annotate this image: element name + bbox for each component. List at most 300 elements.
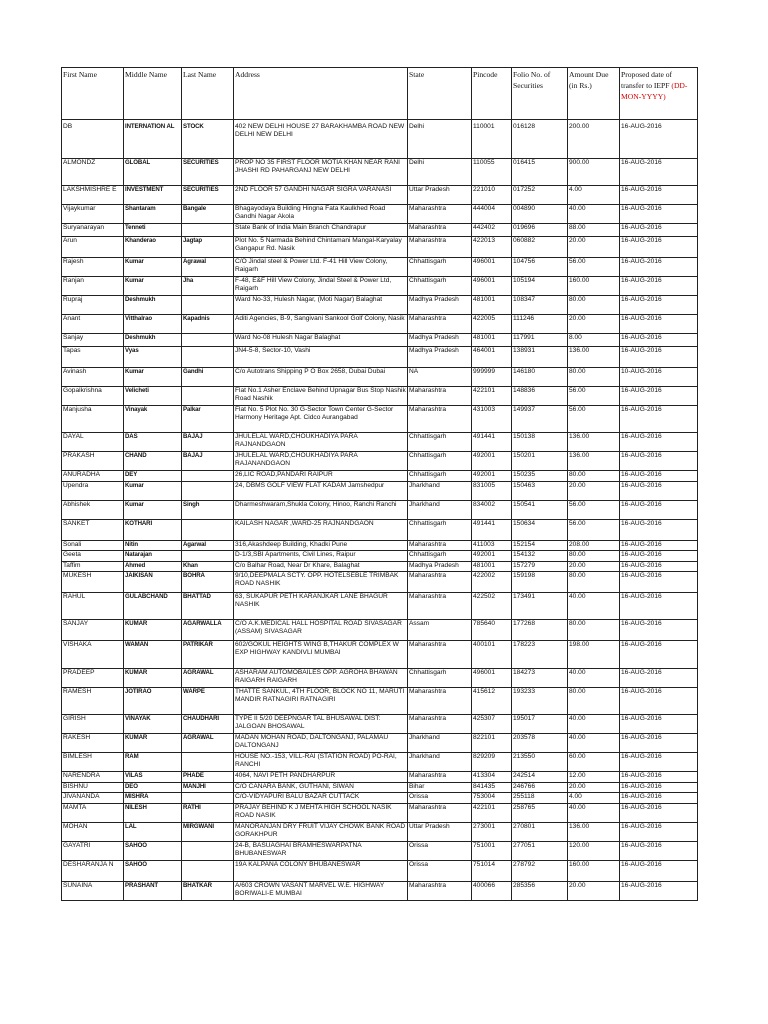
table-row [62,772,698,783]
table-row [62,159,698,186]
cell-last-name [182,334,234,347]
cell-proposed-date: 16-AUG-2016 [620,620,698,641]
cell-first-name: Gopalkrishna [62,387,124,406]
table-row [62,406,698,433]
cell-state: Maharashtra [408,641,472,669]
cell-pincode: 751001 [472,841,512,860]
cell-pincode: 422502 [472,593,512,620]
cell-middle-name: Natarajan [124,551,182,562]
cell-amount: 80.00 [568,551,620,562]
cell-proposed-date: 10-AUG-2016 [620,368,698,387]
cell-address: MADAN MOHAN ROAD, DALTONGANJ, PALAMAU DALTONGANJ [234,734,408,753]
cell-amount: 136.00 [568,433,620,452]
cell-middle-name: Khanderao [124,237,182,258]
cell-proposed-date: 16-AUG-2016 [620,540,698,551]
cell-first-name: Rajesh [62,258,124,277]
cell-address: Flat No.1 Asher Enclave Behind Upnagar Bus Stop Nashik Road Nashik [234,387,408,406]
cell-pincode: 273001 [472,822,512,841]
cell-pincode: 496001 [472,258,512,277]
cell-first-name: VISHAKA [62,641,124,669]
cell-folio: 019696 [512,224,568,237]
cell-state: Chhattisgarh [408,471,472,482]
cell-proposed-date: 16-AUG-2016 [620,258,698,277]
iepf-unclaimed-table [61,67,698,901]
cell-amount: 40.00 [568,669,620,688]
cell-proposed-date: 16-AUG-2016 [620,641,698,669]
header-proposed-date [620,68,698,120]
header-amount: Amount Due (in Rs.) [568,68,620,120]
cell-first-name: Vijaykumar [62,205,124,224]
cell-folio: 178223 [512,641,568,669]
cell-state: Chhattisgarh [408,258,472,277]
table-row [62,860,698,881]
cell-proposed-date: 16-AUG-2016 [620,669,698,688]
cell-first-name: LAKSHMISHRE E [62,186,124,205]
cell-first-name: Abhishek [62,500,124,519]
cell-middle-name: VILAS [124,772,182,783]
cell-state: Bihar [408,782,472,793]
cell-last-name: Agrawal [182,258,234,277]
cell-state: Maharashtra [408,387,472,406]
cell-first-name: NARENDRA [62,772,124,783]
cell-last-name [182,471,234,482]
cell-state: Jharkhand [408,481,472,500]
header-middle-name: Middle Name [124,68,182,120]
cell-middle-name: VINAYAK [124,715,182,734]
cell-proposed-date: 16-AUG-2016 [620,120,698,159]
cell-folio: 277051 [512,841,568,860]
cell-last-name: BOHRA [182,572,234,593]
cell-proposed-date: 16-AUG-2016 [620,277,698,296]
cell-address: C/O-VIDYAPURI BALU BAZAR CUTTACK [234,793,408,804]
table-row [62,841,698,860]
table-row [62,561,698,572]
cell-amount: 8.00 [568,334,620,347]
cell-first-name: MOHAN [62,822,124,841]
header-state: State [408,68,472,120]
cell-state: Orissa [408,793,472,804]
table-row [62,551,698,562]
cell-proposed-date: 16-AUG-2016 [620,237,698,258]
cell-last-name [182,296,234,315]
cell-last-name: PATRIKAR [182,641,234,669]
cell-folio: 278792 [512,860,568,881]
table-row [62,120,698,159]
table-row [62,452,698,471]
cell-address: 9/10,DEEPMALA SCTY. OPP. HOTELSEBLE TRIMBAK ROAD NASHIK [234,572,408,593]
cell-last-name: BHATKAR [182,881,234,900]
cell-state: Delhi [408,159,472,186]
table-row [62,334,698,347]
cell-state: Chhattisgarh [408,433,472,452]
table-row [62,433,698,452]
cell-amount: 136.00 [568,822,620,841]
cell-proposed-date: 16-AUG-2016 [620,772,698,783]
cell-last-name: BAJAJ [182,433,234,452]
cell-folio: 152154 [512,540,568,551]
cell-address: State Bank of India Main Branch Chandrapur [234,224,408,237]
table-row [62,881,698,900]
table-row [62,715,698,734]
cell-first-name: PRAKASH [62,452,124,471]
table-row [62,315,698,334]
cell-amount: 56.00 [568,258,620,277]
cell-pincode: 422101 [472,387,512,406]
cell-last-name [182,841,234,860]
cell-proposed-date: 16-AUG-2016 [620,753,698,772]
cell-folio: 285356 [512,881,568,900]
cell-first-name: Sanjay [62,334,124,347]
cell-proposed-date: 16-AUG-2016 [620,841,698,860]
cell-state: Orissa [408,841,472,860]
cell-amount: 40.00 [568,205,620,224]
cell-amount: 136.00 [568,347,620,368]
cell-pincode: 110001 [472,120,512,159]
cell-amount: 20.00 [568,561,620,572]
header-proposed-date-label: Proposed date of transfer to IEPF [621,70,673,90]
cell-middle-name: Kumar [124,368,182,387]
cell-last-name: Kapadnis [182,315,234,334]
cell-last-name: Bangale [182,205,234,224]
cell-pincode: 999999 [472,368,512,387]
cell-last-name: STOCK [182,120,234,159]
cell-middle-name: Nitin [124,540,182,551]
cell-address: 602/GOKUL HEIGHTS WING B,THAKUR COMPLEX W EXP HIGHWAY KANDIVLI MUMBAI [234,641,408,669]
cell-last-name: Gandhi [182,368,234,387]
cell-state: Jharkhand [408,753,472,772]
cell-folio: 193233 [512,688,568,715]
cell-folio: 203578 [512,734,568,753]
cell-proposed-date: 16-AUG-2016 [620,551,698,562]
cell-last-name: SECURITIES [182,186,234,205]
cell-folio: 195017 [512,715,568,734]
table-row [62,641,698,669]
table-row [62,620,698,641]
cell-address: 4064, NAVI PETH PANDHARPUR [234,772,408,783]
cell-folio: 108347 [512,296,568,315]
cell-proposed-date: 16-AUG-2016 [620,406,698,433]
table-body [62,120,698,901]
cell-amount: 40.00 [568,715,620,734]
cell-address: 402 NEW DELHI HOUSE 27 BARAKHAMBA ROAD NEW DELHI NEW DELHI [234,120,408,159]
cell-pincode: 411003 [472,540,512,551]
cell-address: JHULELAL WARD,CHOUKHADIYA PARA RAJANANDGAON [234,452,408,471]
cell-address: Plot No. 5 Narmada Behind Chintamani Mangal-Karyalay Gangapur Rd. Nasik [234,237,408,258]
cell-proposed-date: 16-AUG-2016 [620,296,698,315]
cell-state: Orissa [408,860,472,881]
cell-amount: 160.00 [568,277,620,296]
cell-proposed-date: 16-AUG-2016 [620,205,698,224]
cell-first-name: RAMESH [62,688,124,715]
cell-pincode: 422002 [472,572,512,593]
cell-pincode: 442402 [472,224,512,237]
table-row [62,669,698,688]
cell-amount: 20.00 [568,881,620,900]
cell-address: PRAJAY BEHIND K J MEHTA HIGH SCHOOL NASIK ROAD NASIK [234,803,408,822]
table-row [62,688,698,715]
cell-first-name: Suryanarayan [62,224,124,237]
cell-state: Madhya Pradesh [408,334,472,347]
cell-address: Flat No. 5 Plot No. 30 G-Sector Town Center G-Sector Harmony Heritage Apt. Cidco Aurangabad [234,406,408,433]
cell-state: Maharashtra [408,315,472,334]
cell-middle-name: Kumar [124,277,182,296]
cell-folio: 270801 [512,822,568,841]
cell-folio: 150138 [512,433,568,452]
cell-middle-name: CHAND [124,452,182,471]
cell-last-name [182,387,234,406]
cell-last-name [182,224,234,237]
cell-middle-name: WAMAN [124,641,182,669]
cell-last-name: SECURITIES [182,159,234,186]
cell-first-name: Tapas [62,347,124,368]
cell-middle-name: INVESTMENT [124,186,182,205]
cell-state: Maharashtra [408,593,472,620]
table-row [62,593,698,620]
cell-proposed-date: 16-AUG-2016 [620,334,698,347]
cell-middle-name: MISHRA [124,793,182,804]
cell-pincode: 221010 [472,186,512,205]
header-last-name: Last Name [182,68,234,120]
table-row [62,803,698,822]
cell-pincode: 464001 [472,347,512,368]
cell-amount: 120.00 [568,841,620,860]
header-address: Address [234,68,408,120]
cell-folio: 150201 [512,452,568,471]
cell-last-name: CHAUDHARI [182,715,234,734]
cell-folio: 148836 [512,387,568,406]
cell-proposed-date: 16-AUG-2016 [620,471,698,482]
cell-proposed-date: 16-AUG-2016 [620,734,698,753]
cell-pincode: 496001 [472,277,512,296]
cell-state: Uttar Pradesh [408,186,472,205]
cell-amount: 56.00 [568,500,620,519]
header-date-format: (DD-MON-YYYY) [621,81,688,101]
cell-first-name: Arun [62,237,124,258]
cell-amount: 208.00 [568,540,620,551]
cell-pincode: 422013 [472,237,512,258]
table-row [62,224,698,237]
cell-last-name: Agarwal [182,540,234,551]
cell-address: MANORANJAN DRY FRUIT VIJAY CHOWK BANK ROAD GORAKHPUR [234,822,408,841]
cell-amount: 80.00 [568,368,620,387]
cell-first-name: Taffim [62,561,124,572]
cell-address: C/O A.K.MEDICAL HALL HOSPITAL ROAD SIVASAGAR (ASSAM) SIVASAGAR [234,620,408,641]
cell-middle-name: Velicheti [124,387,182,406]
cell-middle-name: Vyas [124,347,182,368]
cell-amount: 56.00 [568,519,620,540]
cell-middle-name: INTERNATION AL [124,120,182,159]
cell-pincode: 831005 [472,481,512,500]
cell-pincode: 481001 [472,561,512,572]
cell-last-name: RATHI [182,803,234,822]
cell-address: KAILASH NAGAR ,WARD-25 RAJNANDGAON [234,519,408,540]
cell-middle-name: Deshmukh [124,334,182,347]
header-pincode: Pincode [472,68,512,120]
cell-state: Chhattisgarh [408,519,472,540]
cell-amount: 4.00 [568,793,620,804]
cell-middle-name: SAHOO [124,841,182,860]
cell-state: Chhattisgarh [408,277,472,296]
cell-folio: 246766 [512,782,568,793]
cell-first-name: DAYAL [62,433,124,452]
cell-amount: 160.00 [568,860,620,881]
cell-pincode: 785640 [472,620,512,641]
cell-proposed-date: 16-AUG-2016 [620,822,698,841]
cell-pincode: 481001 [472,334,512,347]
cell-last-name: Jha [182,277,234,296]
cell-last-name [182,753,234,772]
cell-folio: 154132 [512,551,568,562]
cell-first-name: RAKESH [62,734,124,753]
cell-middle-name: Shantaram [124,205,182,224]
cell-folio: 157279 [512,561,568,572]
cell-state: Uttar Pradesh [408,822,472,841]
cell-proposed-date: 16-AUG-2016 [620,860,698,881]
cell-state: Maharashtra [408,540,472,551]
cell-pincode: 834002 [472,500,512,519]
cell-first-name: Avinash [62,368,124,387]
cell-folio: 016128 [512,120,568,159]
cell-state: Chhattisgarh [408,452,472,471]
cell-pincode: 753004 [472,793,512,804]
cell-first-name: PRADEEP [62,669,124,688]
cell-amount: 56.00 [568,387,620,406]
cell-state: Jharkhand [408,500,472,519]
cell-state: Maharashtra [408,406,472,433]
table-row [62,277,698,296]
table-row [62,793,698,804]
cell-proposed-date: 16-AUG-2016 [620,688,698,715]
cell-middle-name: KUMAR [124,620,182,641]
cell-proposed-date: 16-AUG-2016 [620,452,698,471]
cell-address: 26,LIC ROAD,PANDARI RAIPUR [234,471,408,482]
cell-address: HOUSE NO.-153, VILL-RAI (STATION ROAD) PO-RAI, RANCHI [234,753,408,772]
table-row [62,822,698,841]
cell-pincode: 400101 [472,641,512,669]
cell-pincode: 431003 [472,406,512,433]
cell-last-name [182,860,234,881]
cell-proposed-date: 16-AUG-2016 [620,224,698,237]
cell-folio: 146180 [512,368,568,387]
cell-amount: 198.00 [568,641,620,669]
cell-first-name: Upendra [62,481,124,500]
cell-middle-name: GULABCHAND [124,593,182,620]
cell-proposed-date: 16-AUG-2016 [620,387,698,406]
cell-address: Aditi Agencies, B-9, Sangivani Sankool Golf Colony, Nasik [234,315,408,334]
cell-first-name: JIVANANDA [62,793,124,804]
cell-amount: 200.00 [568,120,620,159]
cell-state: NA [408,368,472,387]
cell-folio: 017252 [512,186,568,205]
cell-state: Madhya Pradesh [408,347,472,368]
cell-middle-name: JOTIRAO [124,688,182,715]
cell-state: Maharashtra [408,224,472,237]
cell-middle-name: Tenneti [124,224,182,237]
cell-first-name: GAYATRI [62,841,124,860]
cell-state: Maharashtra [408,715,472,734]
cell-folio: 150541 [512,500,568,519]
table-row [62,519,698,540]
cell-amount: 20.00 [568,315,620,334]
table-row [62,753,698,772]
cell-address: Dharmeshwaram,Shukla Colony, Hinoo, Ranchi Ranchi [234,500,408,519]
cell-state: Maharashtra [408,205,472,224]
cell-first-name: Ranjan [62,277,124,296]
cell-proposed-date: 16-AUG-2016 [620,593,698,620]
cell-proposed-date: 16-AUG-2016 [620,572,698,593]
cell-last-name: Jagtap [182,237,234,258]
cell-proposed-date: 16-AUG-2016 [620,793,698,804]
cell-last-name [182,481,234,500]
cell-middle-name: SAHOO [124,860,182,881]
cell-folio: 177268 [512,620,568,641]
cell-first-name: Rupraj [62,296,124,315]
cell-address: A/603 CROWN VASANT MARVEL W.E. HIGHWAY BORIWALI-E MUMBAI [234,881,408,900]
cell-amount: 136.00 [568,452,620,471]
cell-last-name [182,519,234,540]
cell-middle-name: KOTHARI [124,519,182,540]
cell-address: C/o Autotrans Shipping P O Box 2658, Dubai Dubai [234,368,408,387]
cell-amount: 60.00 [568,753,620,772]
cell-address: JHULELAL WARD,CHOUKHADIYA PARA RAJNANDGAON [234,433,408,452]
cell-amount: 80.00 [568,572,620,593]
cell-middle-name: Kumar [124,500,182,519]
cell-middle-name: PRASHANT [124,881,182,900]
cell-state: Maharashtra [408,772,472,783]
cell-amount: 20.00 [568,237,620,258]
cell-folio: 060882 [512,237,568,258]
table-row [62,540,698,551]
cell-address: 63, SUKAPUR PETH KARANJKAR LANE BHAGUR NASHIK [234,593,408,620]
cell-folio: 242514 [512,772,568,783]
cell-folio: 004890 [512,205,568,224]
cell-state: Maharashtra [408,572,472,593]
cell-address: D-1/3,SBI Apartments, Civil Lines, Raipur [234,551,408,562]
header-first-name: First Name [62,68,124,120]
cell-address: THATTE SANKUL, 4TH FLOOR, BLOCK NO 11, MARUTI MANDIR RATNAGIRI RATNAGIRI [234,688,408,715]
cell-first-name: DB [62,120,124,159]
cell-folio: 104756 [512,258,568,277]
table-row [62,347,698,368]
cell-middle-name: Vitthalrao [124,315,182,334]
cell-state: Maharashtra [408,688,472,715]
cell-state: Madhya Pradesh [408,561,472,572]
cell-folio: 150235 [512,471,568,482]
cell-proposed-date: 16-AUG-2016 [620,347,698,368]
cell-proposed-date: 16-AUG-2016 [620,500,698,519]
cell-state: Chhattisgarh [408,551,472,562]
cell-first-name: GIRISH [62,715,124,734]
cell-middle-name: Kumar [124,258,182,277]
table-row [62,387,698,406]
cell-first-name: Anant [62,315,124,334]
cell-last-name [182,347,234,368]
cell-pincode: 491441 [472,519,512,540]
cell-address: PROP NO 35 FIRST FLOOR MOTIA KHAN NEAR RANI JHASHI RD PAHARGANJ NEW DELHI [234,159,408,186]
header-folio: Folio No. of Securities [512,68,568,120]
cell-pincode: 829209 [472,753,512,772]
cell-amount: 20.00 [568,481,620,500]
cell-address: 24-B, BASUAGHAI BRAMHESWARPATNA BHUBANESWAR [234,841,408,860]
cell-pincode: 413304 [472,772,512,783]
cell-last-name: BAJAJ [182,452,234,471]
cell-proposed-date: 16-AUG-2016 [620,561,698,572]
cell-last-name: BHATTAD [182,593,234,620]
cell-amount: 80.00 [568,296,620,315]
cell-amount: 80.00 [568,471,620,482]
cell-last-name: WARPE [182,688,234,715]
cell-folio: 016415 [512,159,568,186]
